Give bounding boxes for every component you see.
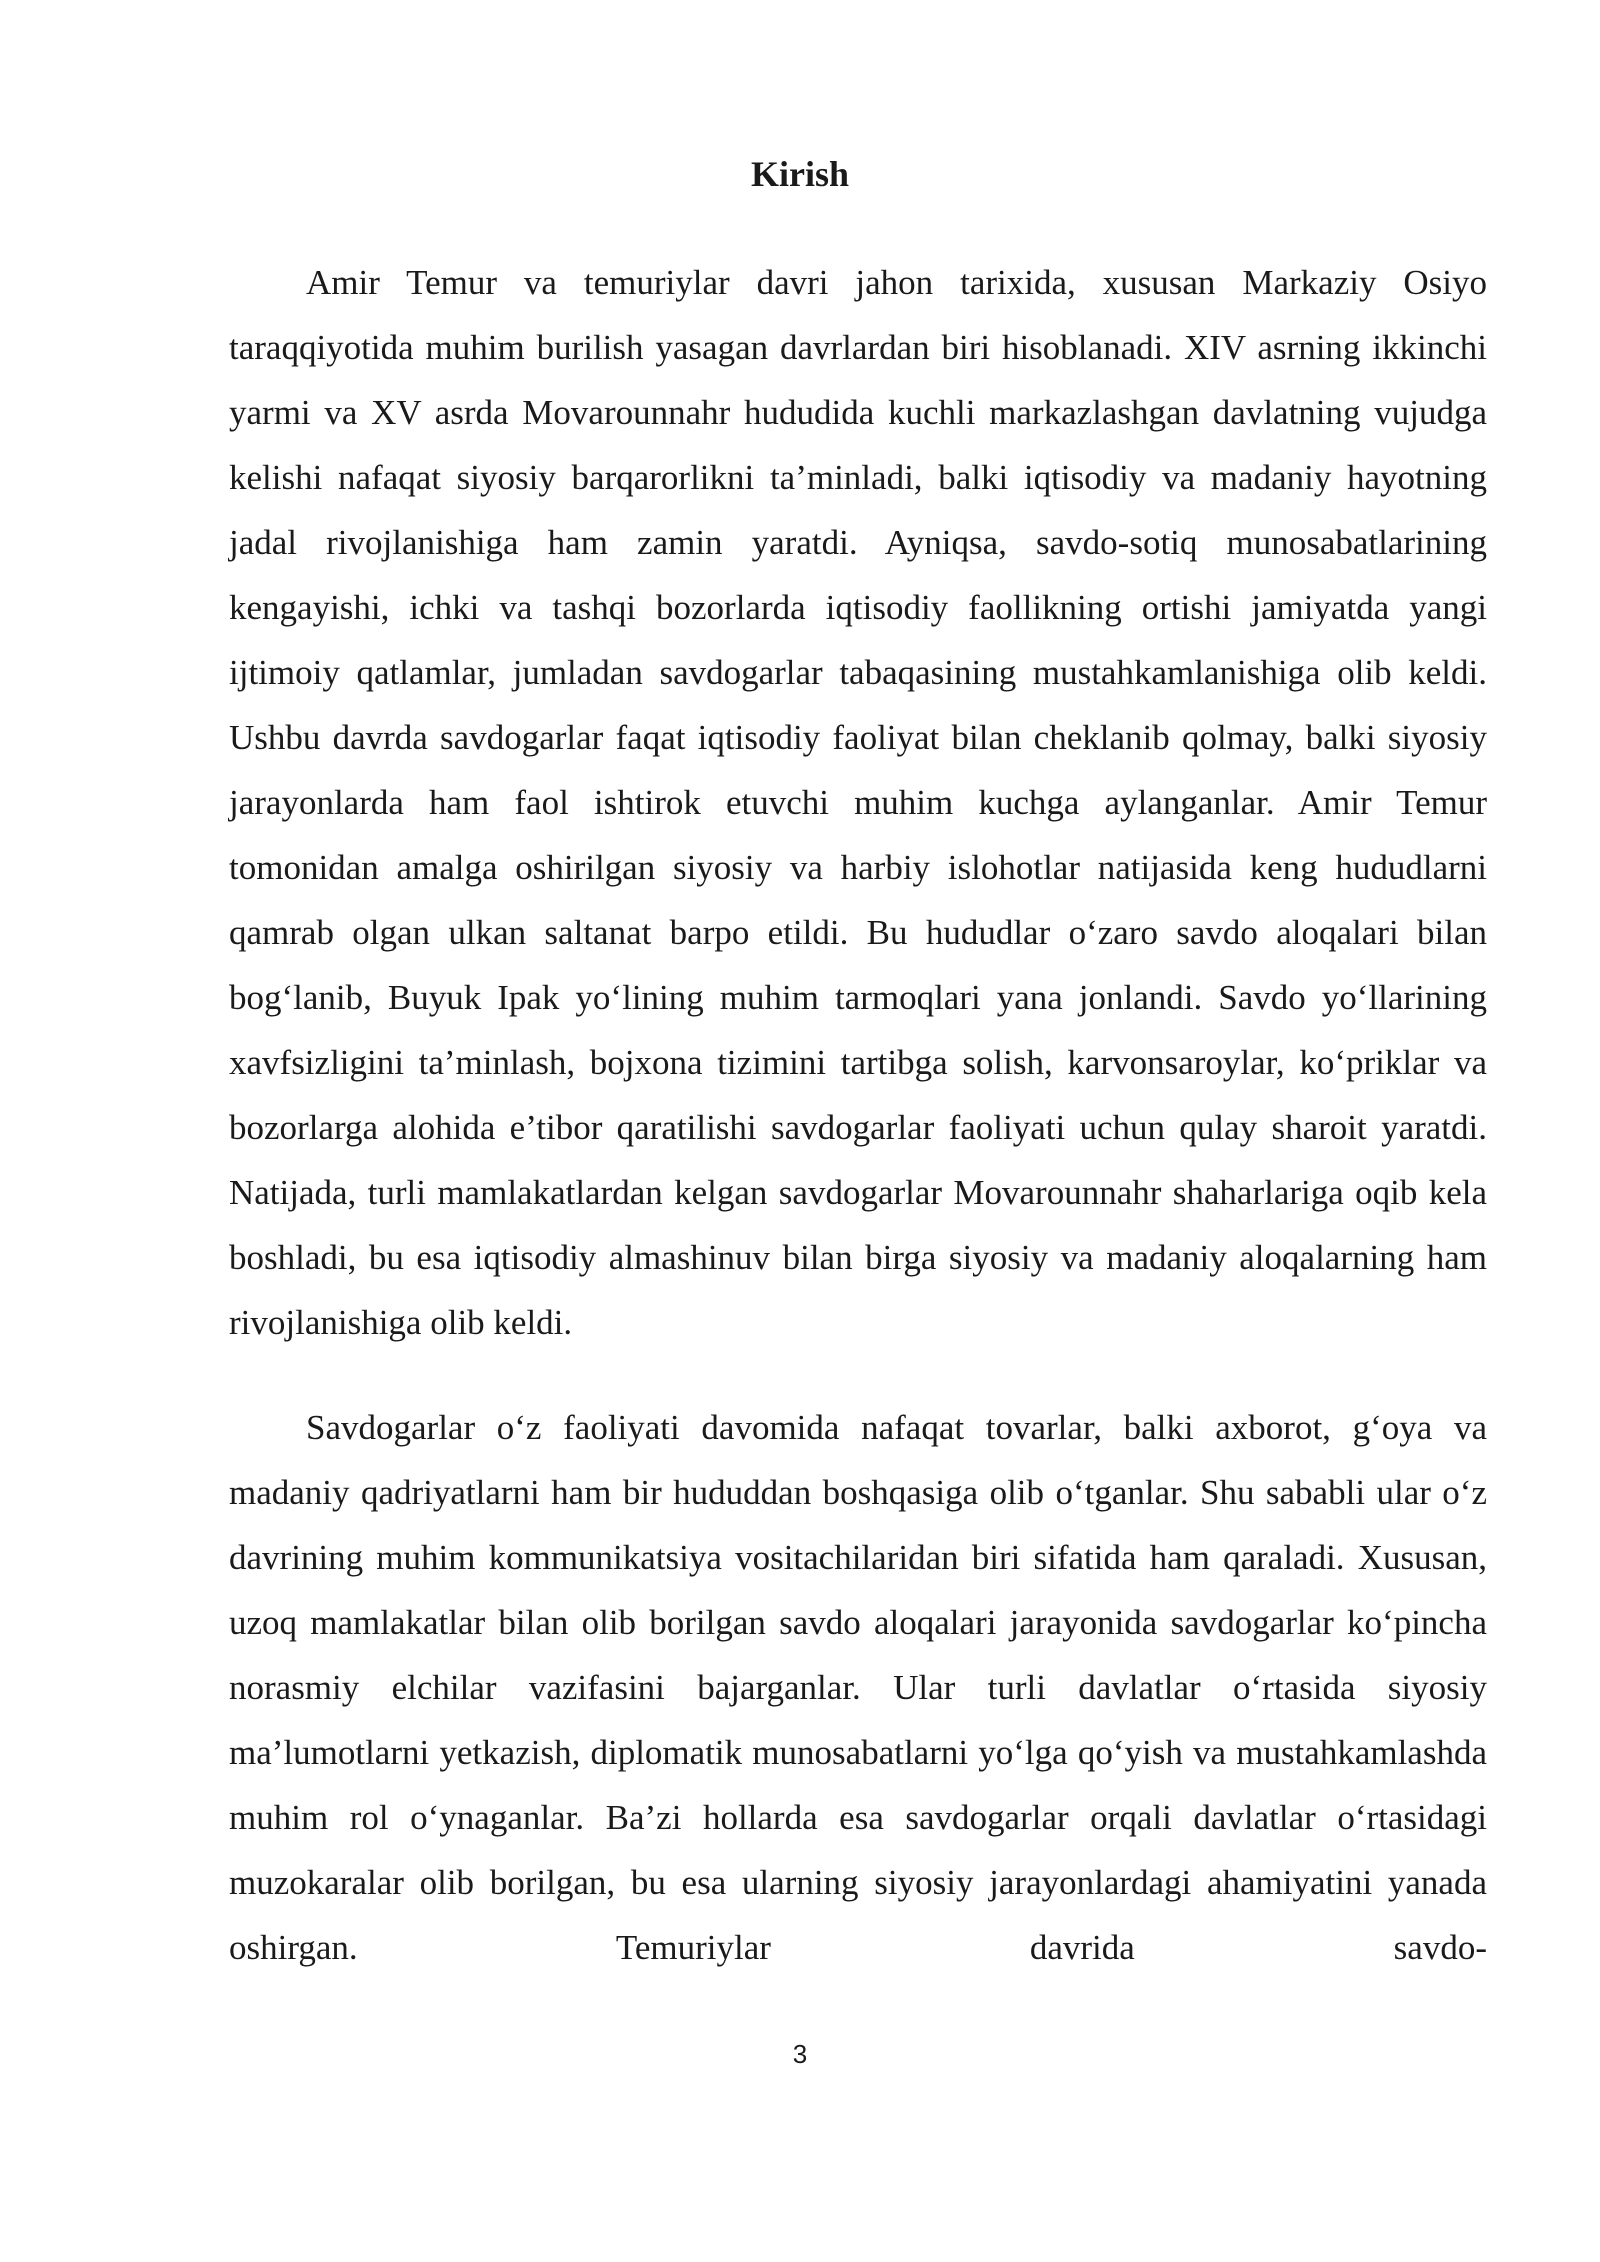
- paragraph-1: Amir Temur va temuriylar davri jahon tarixida, xususan Markaziy Osiyo taraqqiyotida muhim burilish yasagan davrlardan biri hisoblanadi. XIV asrning ikkinchi yarmi va XV asrda Movarounnahr hududida kuchli markazlashgan davlatning vujudga kelishi nafaqat siyosiy barqarorlikni ta’minladi, balki iqtisodiy va madaniy hayotning jadal rivojlanishiga ham zamin yaratdi. Ayniqsa, savdo-sotiq munosabatlarining kengayishi, ichki va tashqi bozorlarda iqtisodiy faollikning ortishi jamiyatda yangi ijtimoiy qatlamlar, jumladan savdogarlar tabaqasining mustahkamlanishiga olib keldi. Ushbu davrda savdogarlar faqat iqtisodiy faoliyat bilan cheklanib qolmay, balki siyosiy jarayonlarda ham faol ishtirok etuvchi muhim kuchga aylanganlar. Amir Temur tomonidan amalga oshirilgan siyosiy va harbiy islohotlar natijasida keng hududlarni qamrab olgan ulkan saltanat barpo etildi. Bu hududlar o‘zaro savdo aloqalari bilan bog‘lanib, Buyuk Ipak yo‘lining muhim tarmoqlari yana jonlandi. Savdo yo‘llarining xavfsizligini ta’minlash, bojxona tizimini tartibga solish, karvonsaroylar, ko‘priklar va bozorlarga alohida e’tibor qaratilishi savdogarlar faoliyati uchun qulay sharoit yaratdi. Natijada, turli mamlakatlardan kelgan savdogarlar Movarounnahr shaharlariga oqib kela boshladi, bu esa iqtisodiy almashinuv bilan birga siyosiy va madaniy aloqalarning ham rivojlanishiga olib keldi.: [229, 263, 1487, 1342]
- body-text: [229, 250, 1487, 1980]
- page-number: 3: [792, 2039, 808, 2069]
- section-heading: Kirish: [750, 154, 849, 194]
- paragraph-2: Savdogarlar o‘z faoliyati davomida nafaqat tovarlar, balki axborot, g‘oya va madaniy qadriyatlarni ham bir hududdan boshqasiga olib o‘tganlar. Shu sababli ular o‘z davrining muhim kommunikatsiya vositachilaridan biri sifatida ham qaraladi. Xususan, uzoq mamlakatlar bilan olib borilgan savdo aloqalari jarayonida savdogarlar ko‘pincha norasmiy elchilar vazifasini bajarganlar. Ular turli davlatlar o‘rtasida siyosiy ma’lumotlarni yetkazish, diplomatik munosabatlarni yo‘lga qo‘yish va mustahkamlashda muhim rol o‘ynaganlar. Ba’zi hollarda esa savdogarlar orqali davlatlar o‘rtasidagi muzokaralar olib borilgan, bu esa ularning siyosiy jarayonlardagi ahamiyatini yanada oshirgan. Temuriylar davrida savdo-: [229, 1408, 1487, 1967]
